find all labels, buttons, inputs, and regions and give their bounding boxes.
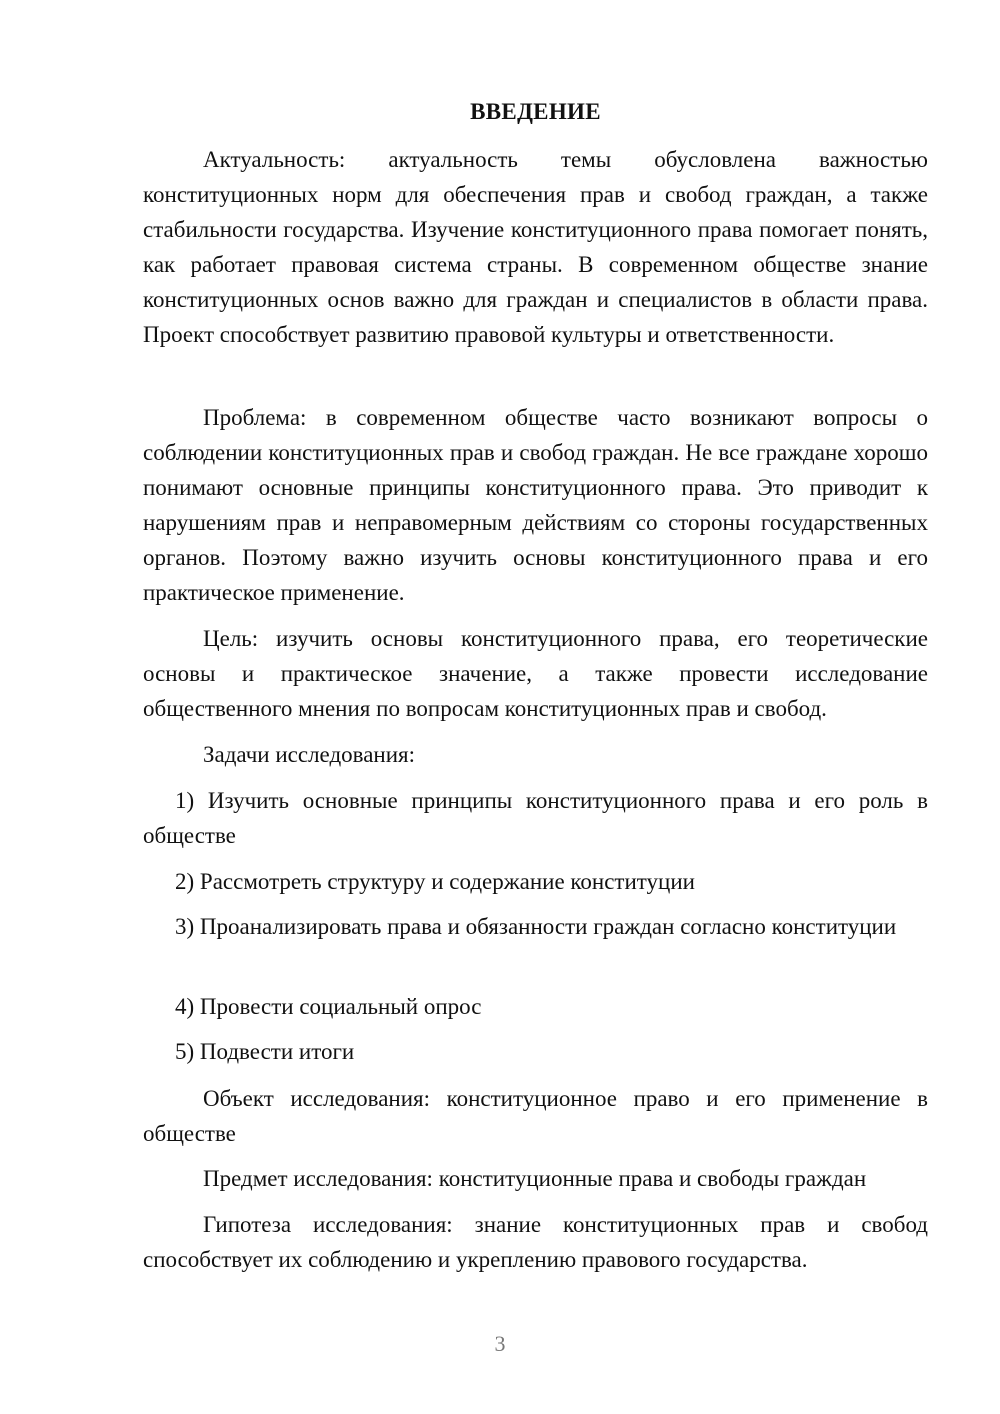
relevance-paragraph: Актуальность: актуальность темы обусловлена важностью конституционных норм для обеспечения прав и свобод граждан, а также стабильности государства. Изучение конституционного права помогает понять, как работает правовая система страны. В современном обществе знание конституционных основ важно для граждан и специалистов в области права. Проект способствует развитию правовой культуры и ответственности.	[143, 147, 928, 347]
task-item-3: 3) Проанализировать права и обязанности граждан согласно конституции	[175, 914, 897, 939]
page-title: ВВЕДЕНИЕ	[470, 99, 601, 124]
task-item-4: 4) Провести социальный опрос	[175, 994, 482, 1019]
problem-paragraph: Проблема: в современном обществе часто возникают вопросы о соблюдении конституционных прав и свобод граждан. Не все граждане хорошо понимают основные принципы конституционного права. Это приводит к нарушениям прав и неправомерным действиям со стороны государственных органов. Поэтому важно изучить основы конституционного права и его практическое применение.	[143, 405, 928, 605]
object-paragraph: Объект исследования: конституционное право и его применение в обществе	[143, 1086, 928, 1146]
task-item-5: 5) Подвести итоги	[175, 1039, 355, 1064]
page-number: 3	[494, 1331, 506, 1356]
hypothesis-paragraph: Гипотеза исследования: знание конституционных прав и свобод способствует их соблюдению и укреплению правового государства.	[143, 1212, 928, 1272]
subject-paragraph: Предмет исследования: конституционные права и свободы граждан	[203, 1166, 867, 1191]
task-item-2: 2) Рассмотреть структуру и содержание конституции	[175, 869, 695, 894]
tasks-heading: Задачи исследования:	[203, 742, 416, 767]
task-item-1: 1) Изучить основные принципы конституционного права и его роль в обществе	[143, 788, 928, 848]
goal-paragraph: Цель: изучить основы конституционного права, его теоретические основы и практическое значение, а также провести исследование общественного мнения по вопросам конституционных прав и свобод.	[143, 626, 928, 721]
